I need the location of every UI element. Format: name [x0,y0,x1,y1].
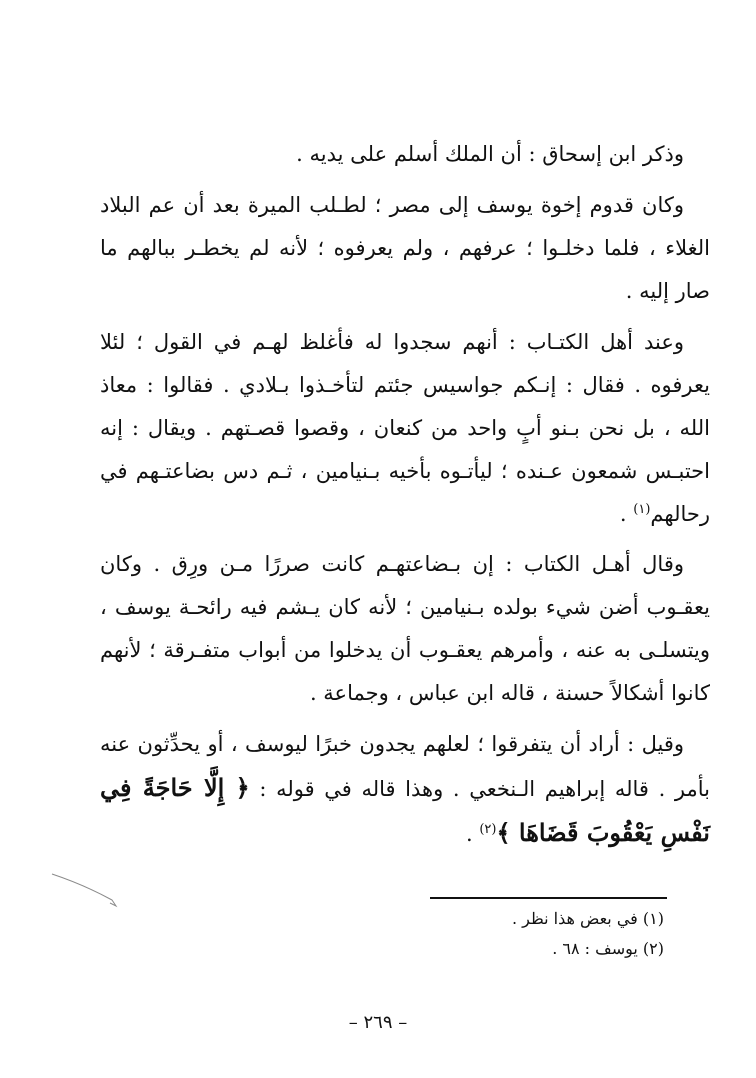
paragraph-5-body [100,723,710,856]
paragraph-1-text: وذكر ابن إسحاق : أن الملك أسلم على يديه . [296,142,684,166]
footnote-2: (٢) يوسف : ٦٨ . [552,939,664,958]
paragraph-3-text: وعند أهل الكتـاب : أنهم سجدوا له فأغلظ لهـم في القول ؛ لئلا يعرفوه . فقال : إنـكم جواسيس جئتم لتأخـذوا بـلادي . فقالوا : معاذ الله ، بل نحن بـنو أبٍ واحد من كنعان ، وقصوا قصـتهم . ويقال : إنه احتبـس شمعون عـنده ؛ ليأتـوه بأخيه بـنيامين ، ثـم دس بضاعتـهم في رحالهم [100,330,710,526]
paragraph-2 [100,184,710,313]
footnote-ref-1: (١) [633,502,651,517]
paragraph-3-body [100,321,710,536]
paragraph-1 [100,133,710,176]
quran-verse: ﴿ إِلَّا حَاجَةً فِي نَفْسِ يَعْقُوبَ قَضَاهَا ﴾ [100,773,710,847]
paragraph-2-text: وكان قدوم إخوة يوسف إلى مصر ؛ لطـلب الميرة بعد أن عم البلاد الغلاء ، فلما دخلـوا ؛ عرفهم ، ولم يعرفوه ؛ لأنه لم يخطـر ببالهم ما صار إليه . [100,193,710,303]
paragraph-3 [100,321,710,536]
paragraph-3-end: . [619,502,634,526]
paragraph-5-text: وقيل : أراد أن يتفرقوا ؛ لعلهم يجدون خبرًا ليوسف ، أو يحدِّثون عنه بأمر . قاله إبراهيم الـنخعي . وهذا قاله في قوله : [100,732,711,801]
scan-mark [50,870,130,920]
page-number: – ٢٦٩ – [348,1012,408,1033]
paragraph-5 [100,723,710,856]
paragraph-5-end: . [465,822,480,846]
footnote-1: (١) في بعض هذا نظر . [511,909,664,928]
footnotes [430,904,670,964]
paragraph-4 [100,543,710,715]
footnote-divider [430,897,667,899]
paragraph-4-text: وقال أهـل الكتاب : إن بـضاعتهـم كانت صررًا مـن ورِق . وكان يعقـوب أضن شيء بولده بـنيامين ؛ لأنه كان يـشم فيه رائحـة يوسف ، ويتسلـى به عنه ، وأمرهم يعقـوب أن يدخلوا من أبواب متفـرقة ؛ لأنهم كانوا أشكالاً حسنة ، قاله ابن عباس ، وجماعة . [100,552,710,705]
footnote-ref-2: (٢) [479,822,497,837]
